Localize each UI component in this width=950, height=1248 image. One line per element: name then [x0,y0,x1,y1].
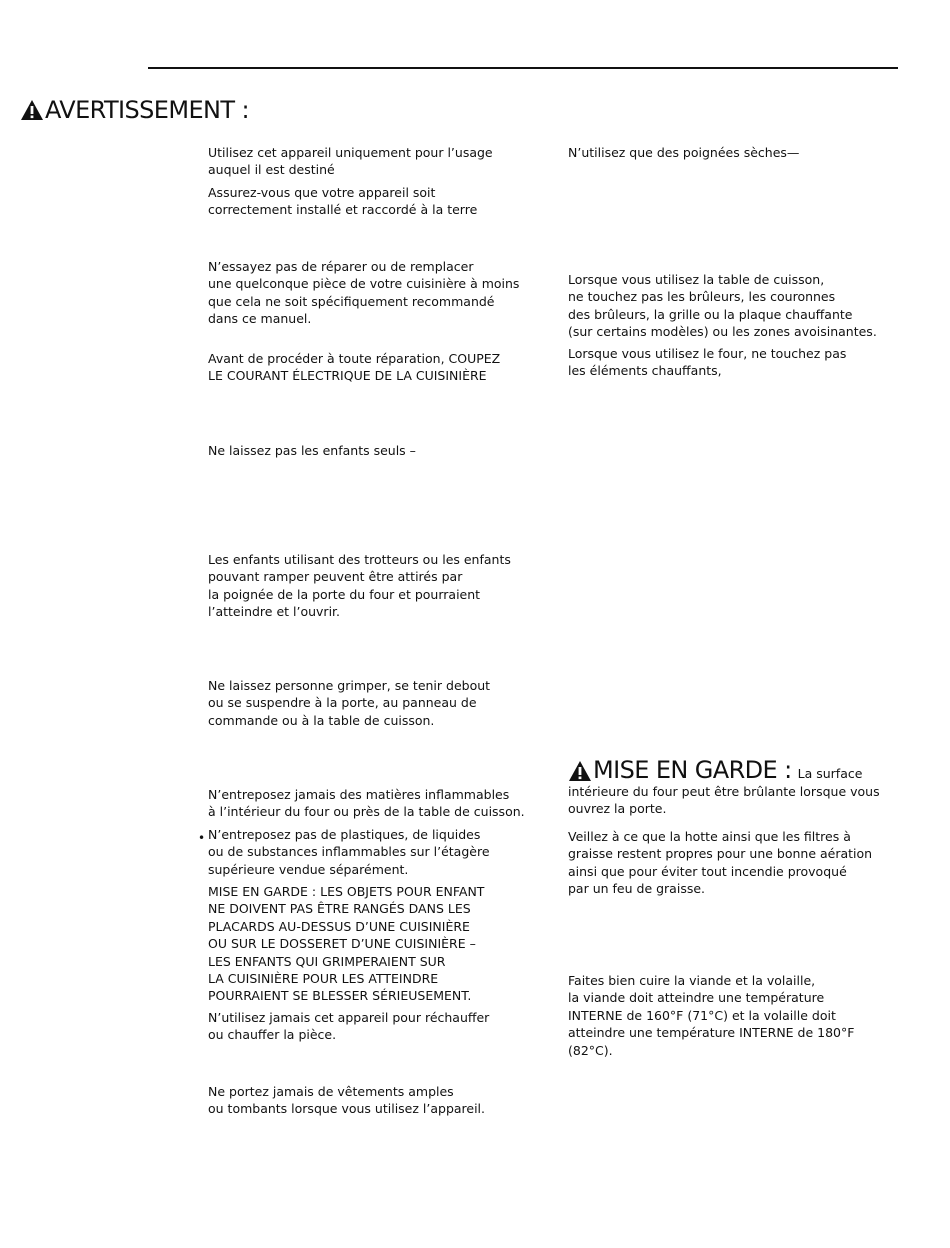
paragraph-cooktop-burners: Lorsque vous utilisez la table de cuisson, ne touchez pas les brûleurs, les couronnes des brûleurs, la grille ou la plaque chauffante (sur certains modèles) ou les zones avoisinantes. [568,272,877,340]
paragraph-hood-filters: Veillez à ce que la hotte ainsi que les filtres à graisse restent propres pour une bonne aération ainsi que pour éviter tout incendie provoqué par un feu de graisse. [568,829,873,897]
paragraph-grounding: Assurez-vous que votre appareil soit correctement installé et raccordé à la terre [208,185,478,218]
paragraph-cut-power: Avant de procéder à toute réparation, COUPEZ LE COURANT ÉLECTRIQUE DE LA CUISINIÈRE [208,351,501,384]
header-rule [148,67,898,69]
caution-block [568,755,862,785]
paragraph-plastics: N’entreposez pas de plastiques, de liquides ou de substances inflammables sur l’étagère supérieure vendue séparément. [208,827,490,877]
paragraph-loose-clothing: Ne portez jamais de vêtements amples ou tombants lorsque vous utilisez l’appareil. [208,1084,486,1117]
paragraph-no-heating: N’utilisez jamais cet appareil pour réchauffer ou chauffer la pièce. [208,1010,490,1043]
paragraph-oven-hot: intérieure du four peut être brûlante lorsque vous ouvrez la porte. [568,784,880,817]
paragraph-cook-meat: Faites bien cuire la viande et la volaille, la viande doit atteindre une température INTERNE de 160°F (71°C) et la volaille doit atteindre une température INTERNE de 180°F (82°C). [568,973,855,1058]
paragraph-no-repair: N’essayez pas de réparer ou de remplacer une quelconque pièce de votre cuisinière à moins que cela ne soit spécifiquement recommandé dans ce manuel. [208,259,520,327]
paragraph-children-walkers: Les enfants utilisant des trotteurs ou les enfants pouvant ramper peuvent être attirés par la poignée de la porte du four et pourraient l’atteindre et l’ouvrir. [208,552,511,620]
warning-heading [20,92,249,128]
paragraph-no-climbing: Ne laissez personne grimper, se tenir debout ou se suspendre à la porte, au panneau de commande ou à la table de cuisson. [208,678,491,728]
warning-triangle-icon [568,760,592,782]
heading-title: AVERTISSEMENT : [45,96,249,124]
caution-lead: La surface [797,766,863,781]
paragraph-children-objects: MISE EN GARDE : LES OBJETS POUR ENFANT NE DOIVENT PAS ÊTRE RANGÉS DANS LES PLACARDS AU-DESSUS D’UNE CUISINIÈRE OU SUR LE DOSSERET D’UNE CUISINIÈRE – LES ENFANTS QUI GRIMPERAIENT SUR LA CUISINIÈRE POUR LES ATTEINDRE POURRAIENT SE BLESSER SÉRIEUSEMENT. [208,884,485,1004]
paragraph-dry-potholders: N’utilisez que des poignées sèches— [568,145,800,160]
paragraph-flammables: N’entreposez jamais des matières inflammables à l’intérieur du four ou près de la table de cuisson. [208,787,525,820]
warning-triangle-icon [20,99,44,121]
paragraph-oven-elements: Lorsque vous utilisez le four, ne touchez pas les éléments chauffants, [568,346,847,379]
caution-title: MISE EN GARDE : [593,756,792,784]
paragraph-intended-use: Utilisez cet appareil uniquement pour l’usage auquel il est destiné [208,145,493,178]
paragraph-children-alone: Ne laissez pas les enfants seuls – [208,443,416,458]
list-bullet: • [198,831,206,845]
